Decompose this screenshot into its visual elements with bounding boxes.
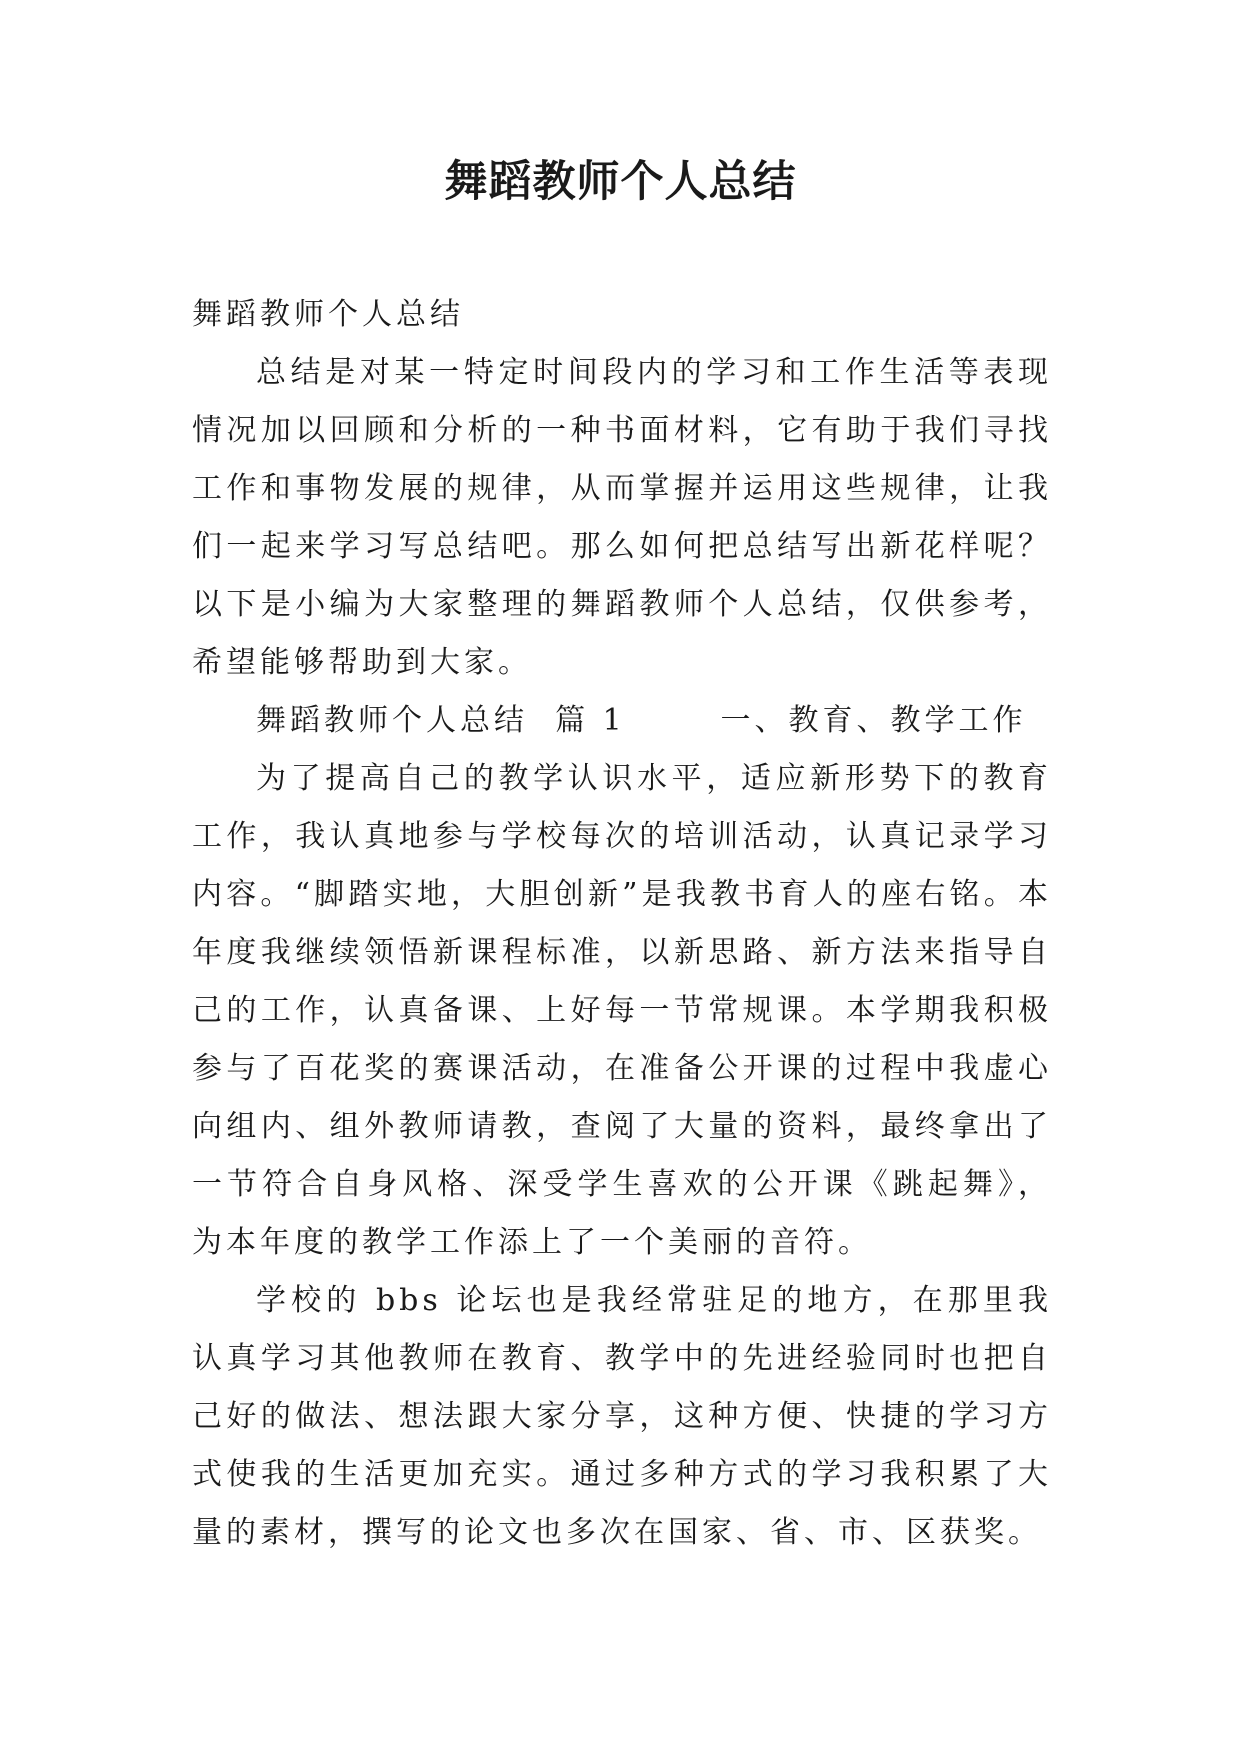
document-title: 舞蹈教师个人总结 — [444, 157, 797, 207]
section-heading: 舞蹈教师个人总结 篇 1 一、教育、教学工作 — [256, 703, 1027, 738]
body-paragraph-teaching: 为了提高自己的教学认识水平，适应新形势下的教育工作，我认真地参与学校每次的培训活动，认真记录学习内容。“脚踏实地，大胆创新”是我教书育人的座右铭。本年度我继续领悟新课程标准，以新思路、新方法来指导自己的工作，认真备课、上好每一节常规课。本学期我积极参与了百花奖的赛课活动，在准备公开课的过程中我虚心向组内、组外教师请教，查阅了大量的资料，最终拿出了一节符合自身风格、深受学生喜欢的公开课《跳起舞》，为本年度的教学工作添上了一个美丽的音符。 — [192, 761, 1052, 1260]
body-paragraph-bbs: 学校的 bbs 论坛也是我经常驻足的地方，在那里我认真学习其他教师在教育、教学中的先进经验同时也把自己好的做法、想法跟大家分享，这种方便、快捷的学习方式使我的生活更加充实。通过多种方式的学习我积累了大量的素材，撰写的论文也多次在国家、省、市、区获奖。 — [192, 1283, 1052, 1550]
document-subtitle: 舞蹈教师个人总结 — [192, 297, 464, 332]
intro-paragraph: 总结是对某一特定时间段内的学习和工作生活等表现情况加以回顾和分析的一种书面材料，它有助于我们寻找工作和事物发展的规律，从而掌握并运用这些规律，让我们一起来学习写总结吧。那么如何把总结写出新花样呢？以下是小编为大家整理的舞蹈教师个人总结，仅供参考，希望能够帮助到大家。 — [192, 355, 1052, 680]
document-body — [192, 286, 1052, 1562]
